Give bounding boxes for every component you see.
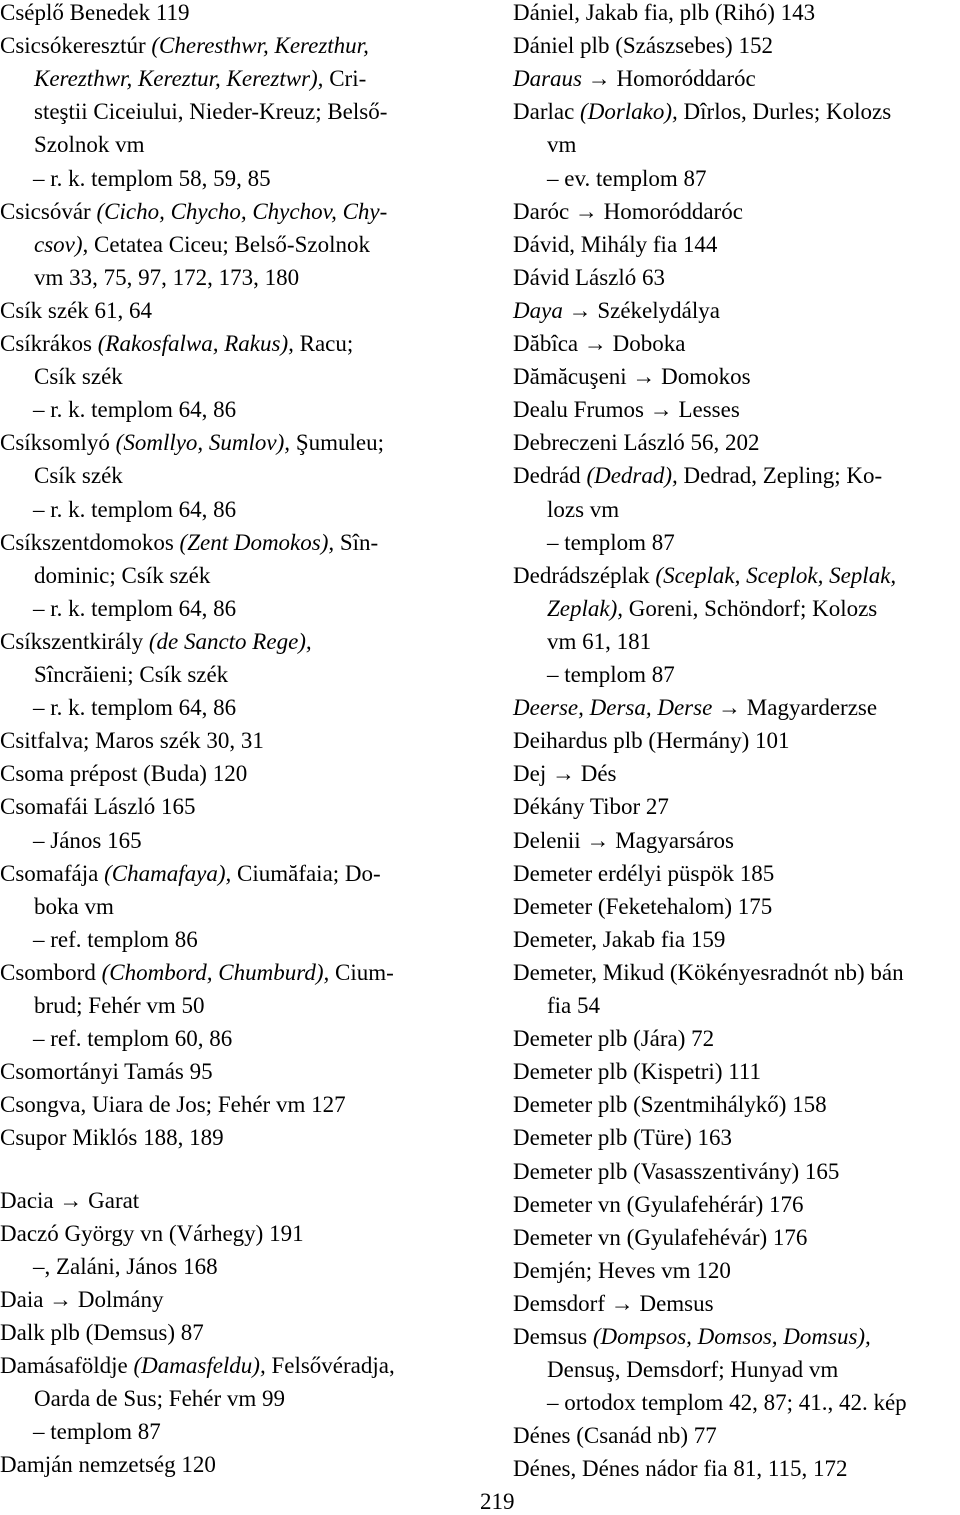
index-entry-line: [34, 228, 370, 261]
entry-text: boka vm: [34, 893, 114, 919]
entry-text: – János 165: [33, 827, 142, 853]
index-entry-line: [513, 956, 904, 989]
index-entry-line: [34, 128, 145, 161]
entry-text: Csomortányi Tamás 95: [0, 1059, 213, 1085]
entry-text: Goreni, Schöndorf; Kolozs: [623, 595, 878, 621]
page-number: 219: [480, 1489, 515, 1514]
entry-text: Csík szék: [34, 364, 123, 390]
index-entry-line: [0, 1088, 346, 1121]
index-entry-line: [34, 989, 205, 1022]
entry-text-italic: (Cheresthwr, Kerezthur,: [151, 33, 369, 59]
entry-text: Delenii → Magyarsáros: [513, 827, 734, 853]
entry-text: Cetatea Ciceu; Belső-Szolnok: [88, 231, 370, 257]
index-entry-line: [513, 1088, 827, 1121]
entry-text-italic: (Rakosfalwa, Rakus),: [97, 331, 294, 356]
entry-text-italic: (Dorlako),: [580, 99, 678, 125]
index-entry-line: [33, 691, 236, 724]
entry-text-italic: (Damasfeldu),: [133, 1353, 266, 1378]
entry-text-italic: Zeplak),: [547, 595, 624, 621]
index-entry-line: [34, 559, 210, 592]
index-entry-line: [547, 658, 675, 691]
entry-text: Csupor Miklós 188, 189: [0, 1125, 224, 1151]
index-entry-line: [547, 592, 877, 625]
entry-text: Csík szék: [34, 463, 123, 489]
entry-text: Darlac: [513, 99, 581, 125]
index-entry-line: [513, 294, 720, 327]
index-entry-line: [33, 1250, 218, 1283]
entry-text: dominic; Csík szék: [34, 562, 211, 588]
entry-text: steştii Ciceiului, Nieder-Kreuz; Belső-: [34, 99, 388, 125]
entry-text: Demeter (Feketehalom) 175: [513, 893, 773, 919]
entry-text: – ref. templom 60, 86: [33, 1026, 233, 1052]
entry-text: Deihardus plb (Hermány) 101: [513, 728, 790, 754]
entry-text: Sîn-: [334, 529, 379, 555]
entry-text: Demeter vn (Gyulafehérár) 176: [513, 1191, 804, 1217]
index-entry-line: [34, 1382, 285, 1415]
index-entry-line: [513, 1254, 731, 1287]
index-entry-line: [34, 658, 228, 691]
entry-text: – ev. templom 87: [547, 165, 707, 191]
index-entry-line: [513, 1022, 714, 1055]
index-entry-line: [0, 426, 384, 459]
entry-text: Cséplő Benedek 119: [0, 0, 190, 25]
entry-text: Szolnok vm: [34, 132, 145, 158]
entry-text: – r. k. templom 58, 59, 85: [33, 165, 271, 191]
entry-text: vm 61, 181: [547, 628, 652, 654]
entry-text: Demeter, Jakab fia 159: [513, 926, 726, 952]
entry-text: Ciumăfaia; Do-: [231, 860, 381, 886]
index-entry-line: [0, 790, 195, 823]
index-entry-line: [0, 0, 190, 29]
index-entry-line: [513, 559, 896, 592]
entry-text: Dávid László 63: [513, 264, 666, 290]
entry-text: Sîncrăieni; Csík szék: [34, 662, 229, 687]
index-entry-line: [33, 393, 236, 426]
entry-text: Racu;: [293, 331, 354, 356]
entry-text: Dej → Dés: [513, 761, 617, 787]
entry-text: Dedrád: [513, 463, 587, 489]
entry-text: – r. k. templom 64, 86: [33, 397, 237, 423]
index-entry-line: [33, 1022, 232, 1055]
index-entry-line: [34, 459, 123, 492]
index-entry-line: [513, 459, 882, 492]
index-entry-line: [0, 1283, 164, 1316]
entry-text: Cri-: [323, 66, 367, 92]
entry-text: Csongva, Uiara de Jos; Fehér vm 127: [0, 1092, 346, 1118]
index-entry-line: [547, 493, 619, 526]
entry-text: Csík szék 61, 64: [0, 297, 153, 323]
index-entry-line: [0, 526, 378, 559]
entry-text-italic: (Cicho, Chycho, Chychov, Chy-: [96, 198, 388, 224]
index-entry-line: [513, 360, 751, 393]
entry-text: Dénes, Dénes nádor fia 81, 115, 172: [513, 1456, 848, 1482]
index-entry-line: [513, 1419, 717, 1452]
entry-text: Demjén; Heves vm 120: [513, 1257, 731, 1283]
index-entry-line: [0, 757, 247, 790]
entry-text: fia 54: [547, 993, 601, 1018]
index-entry-line: [513, 1155, 839, 1188]
entry-text: Csomafája: [0, 860, 105, 886]
entry-text: Oarda de Sus; Fehér vm 99: [34, 1386, 286, 1412]
entry-text: Dániel, Jakab fia, plb (Rihó) 143: [513, 0, 816, 25]
entry-text: Daczó György vn (Várhegy) 191: [0, 1220, 304, 1246]
index-entry-line: [547, 162, 706, 195]
index-entry-line: [513, 62, 756, 95]
entry-text-italic: Daya: [513, 297, 563, 323]
entry-text: Demeter plb (Jára) 72: [513, 1026, 715, 1052]
index-entry-line: [0, 1349, 395, 1382]
entry-text: Demeter plb (Szentmihálykő) 158: [513, 1092, 827, 1118]
index-entry-line: [0, 195, 387, 228]
index-entry-line: [513, 691, 877, 724]
entry-text: Csíksomlyó: [0, 430, 116, 456]
entry-text: brud; Fehér vm 50: [34, 993, 205, 1018]
entry-text: – templom 87: [547, 529, 675, 555]
entry-text-italic: (Chamafaya),: [104, 860, 232, 886]
entry-text: Csoma prépost (Buda) 120: [0, 761, 248, 787]
index-entry-line: [33, 592, 236, 625]
index-entry-line: [0, 1448, 216, 1481]
index-entry-line: [513, 1121, 732, 1154]
entry-text: Daia → Dolmány: [0, 1286, 164, 1312]
entry-text: – ref. templom 86: [33, 926, 198, 952]
entry-text-italic: Deerse, Dersa, Derse: [513, 695, 713, 721]
entry-text: Dedrad, Zepling; Ko-: [677, 463, 883, 489]
index-entry-line: [513, 1452, 847, 1485]
entry-text-italic: Daraus: [513, 66, 583, 92]
entry-text: – templom 87: [547, 662, 675, 687]
index-entry-line: [513, 95, 891, 128]
entry-text: Şumuleu;: [290, 430, 384, 456]
index-entry-line: [0, 1055, 213, 1088]
index-entry-line: [513, 724, 790, 757]
index-entry-line: [34, 62, 366, 95]
index-entry-line: [0, 857, 381, 890]
entry-text: Demeter vn (Gyulafehévár) 176: [513, 1224, 808, 1250]
index-entry-line: [513, 393, 740, 426]
entry-text-italic: (de Sancto Rege),: [148, 628, 312, 654]
index-entry-line: [33, 162, 271, 195]
index-entry-line: [547, 625, 651, 658]
index-entry-line: [513, 757, 616, 790]
entry-text: – templom 87: [33, 1419, 161, 1445]
index-entry-line: [513, 228, 717, 261]
index-entry-line: [34, 360, 123, 393]
entry-text: → Székelydálya: [562, 297, 720, 323]
index-entry-line: [0, 1217, 304, 1250]
index-entry-line: [513, 1287, 714, 1320]
index-entry-line: [34, 95, 387, 128]
index-entry-line: [33, 923, 198, 956]
entry-text: Densuş, Demsdorf; Hunyad vm: [547, 1357, 839, 1383]
entry-text: Dénes (Csanád nb) 77: [513, 1423, 717, 1449]
entry-text: Dalk plb (Demsus) 87: [0, 1319, 204, 1345]
index-entry-line: [513, 1320, 871, 1353]
index-entry-line: [0, 294, 152, 327]
entry-text: Demsdorf → Demsus: [513, 1290, 714, 1316]
entry-text: Csombord: [0, 959, 102, 985]
index-entry-line: [513, 824, 734, 857]
index-entry-line: [513, 0, 815, 29]
index-entry-line: [513, 1221, 807, 1254]
entry-text: Dávid, Mihály fia 144: [513, 231, 718, 257]
entry-text: Cium-: [329, 959, 394, 985]
index-entry-line: [0, 724, 264, 757]
index-entry-line: [0, 29, 369, 62]
entry-text: Csíkszentkirály: [0, 628, 149, 654]
entry-text: Dămăcuşeni → Domokos: [513, 364, 751, 390]
entry-text: vm: [547, 132, 577, 158]
index-entry-line: [513, 923, 725, 956]
entry-text: Dékány Tibor 27: [513, 794, 669, 820]
index-entry-line: [513, 1188, 804, 1221]
entry-text-italic: csov),: [34, 231, 89, 257]
entry-text-italic: (Dompsos, Domsos, Domsus),: [592, 1324, 871, 1349]
entry-text: lozs vm: [547, 496, 620, 522]
entry-text: Csicsókeresztúr: [0, 33, 152, 59]
index-entry-line: [547, 1386, 907, 1419]
entry-text: Csíkrákos: [0, 331, 98, 356]
entry-text-italic: (Sceplak, Sceplok, Seplak,: [655, 562, 897, 588]
entry-text: Dealu Frumos → Lesses: [513, 397, 740, 423]
index-entry-line: [513, 1055, 761, 1088]
entry-text: Csomafái László 165: [0, 794, 196, 820]
index-entry-line: [33, 1415, 161, 1448]
entry-text: Dîrlos, Durles; Kolozs: [677, 99, 892, 125]
index-entry-line: [513, 426, 760, 459]
index-entry-line: [547, 989, 600, 1022]
entry-text: Felsővéradja,: [265, 1353, 395, 1378]
index-entry-line: [513, 261, 665, 294]
index-entry-line: [34, 261, 299, 294]
entry-text: Damásaföldje: [0, 1353, 134, 1378]
index-entry-line: [0, 1184, 139, 1217]
index-entry-line: [0, 1316, 204, 1349]
index-entry-line: [513, 857, 774, 890]
entry-text: Damján nemzetség 120: [0, 1452, 216, 1478]
entry-text: – r. k. templom 64, 86: [33, 496, 237, 522]
index-entry-line: [513, 890, 772, 923]
entry-text: – r. k. templom 64, 86: [33, 695, 237, 721]
index-entry-line: [513, 790, 669, 823]
entry-text: → Magyarderzse: [712, 695, 878, 721]
index-entry-line: [0, 1121, 224, 1154]
entry-text: Dacia → Garat: [0, 1187, 140, 1213]
entry-text: Csíkszentdomokos: [0, 529, 180, 555]
entry-text-italic: (Somllyo, Sumlov),: [115, 430, 291, 456]
index-entry-line: [0, 956, 394, 989]
index-entry-line: [34, 890, 114, 923]
entry-text: Daróc → Homoróddaróc: [513, 198, 743, 224]
entry-text: Demeter plb (Vasasszentivány) 165: [513, 1158, 840, 1184]
entry-text: Dániel plb (Szászsebes) 152: [513, 33, 773, 59]
entry-text: Demeter, Mikud (Kökényesradnót nb) bán: [513, 959, 904, 985]
entry-text: Debreczeni László 56, 202: [513, 430, 760, 456]
index-entry-line: [547, 1353, 838, 1386]
entry-text: Csicsóvár: [0, 198, 97, 224]
entry-text-italic: Kerezthwr, Kereztur, Kereztwr),: [34, 66, 324, 92]
index-entry-line: [513, 195, 743, 228]
index-entry-line: [0, 625, 312, 658]
entry-text: Dăbîca → Doboka: [513, 331, 686, 356]
index-entry-line: [547, 526, 675, 559]
entry-text-italic: (Dedrad),: [586, 463, 678, 489]
index-entry-line: [33, 493, 236, 526]
entry-text: Demeter erdélyi püspök 185: [513, 860, 775, 886]
entry-text: Dedrádszéplak: [513, 562, 656, 588]
index-entry-line: [513, 29, 773, 62]
entry-text: Demeter plb (Türe) 163: [513, 1125, 733, 1151]
entry-text: Csitfalva; Maros szék 30, 31: [0, 728, 264, 754]
entry-text: – r. k. templom 64, 86: [33, 595, 237, 621]
entry-text: → Homoróddaróc: [582, 66, 756, 92]
entry-text: –, Zaláni, János 168: [33, 1253, 218, 1279]
entry-text-italic: (Zent Domokos),: [179, 529, 335, 555]
entry-text-italic: (Chombord, Chumburd),: [101, 959, 330, 985]
index-entry-line: [547, 128, 576, 161]
index-entry-line: [513, 327, 685, 360]
index-entry-line: [33, 824, 142, 857]
entry-text: Demeter plb (Kispetri) 111: [513, 1059, 762, 1085]
index-entry-line: [0, 327, 353, 360]
entry-text: Demsus: [513, 1324, 593, 1349]
entry-text: vm 33, 75, 97, 172, 173, 180: [34, 264, 300, 290]
entry-text: – ortodox templom 42, 87; 41., 42. kép: [547, 1390, 907, 1416]
